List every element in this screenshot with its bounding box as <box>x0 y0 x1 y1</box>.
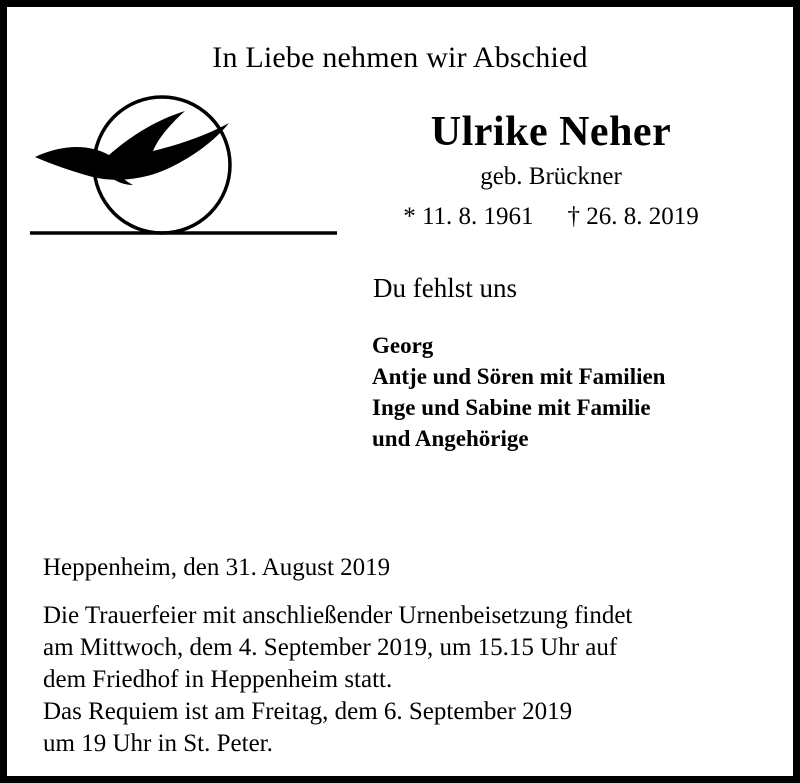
upper-section <box>7 93 793 263</box>
emblem <box>7 93 337 263</box>
list-item: und Angehörige <box>372 426 529 452</box>
detail-line: Die Trauerfeier mit anschließender Urnenbeisetzung findet <box>43 602 633 629</box>
footer-block <box>43 554 773 760</box>
deceased-name: Ulrike Neher <box>430 109 672 155</box>
mourners-list <box>7 330 793 454</box>
headline: In Liebe nehmen wir Abschied <box>212 41 588 74</box>
list-item: Inge und Sabine mit Familie <box>372 395 651 421</box>
detail-line: Das Requiem ist am Freitag, dem 6. September 2019 <box>43 698 573 725</box>
life-dates <box>337 203 765 231</box>
death-date: † 26. 8. 2019 <box>567 203 699 231</box>
missing-line: Du fehlst uns <box>373 273 517 303</box>
maiden-name: geb. Brückner <box>480 163 622 191</box>
birth-date: * 11. 8. 1961 <box>403 203 534 231</box>
list-item: Antje und Sören mit Familien <box>372 364 666 390</box>
detail-line: am Mittwoch, dem 4. September 2019, um 15.15 Uhr auf <box>43 634 618 661</box>
list-item: Georg <box>372 333 434 358</box>
place-and-date: Heppenheim, den 31. August 2019 <box>43 554 391 581</box>
detail-line: um 19 Uhr in St. Peter. <box>43 730 273 757</box>
flying-bird-over-sun-icon <box>17 93 337 253</box>
identity-block <box>337 93 793 263</box>
detail-line: dem Friedhof in Heppenheim statt. <box>43 666 393 693</box>
ceremony-details <box>43 600 773 760</box>
